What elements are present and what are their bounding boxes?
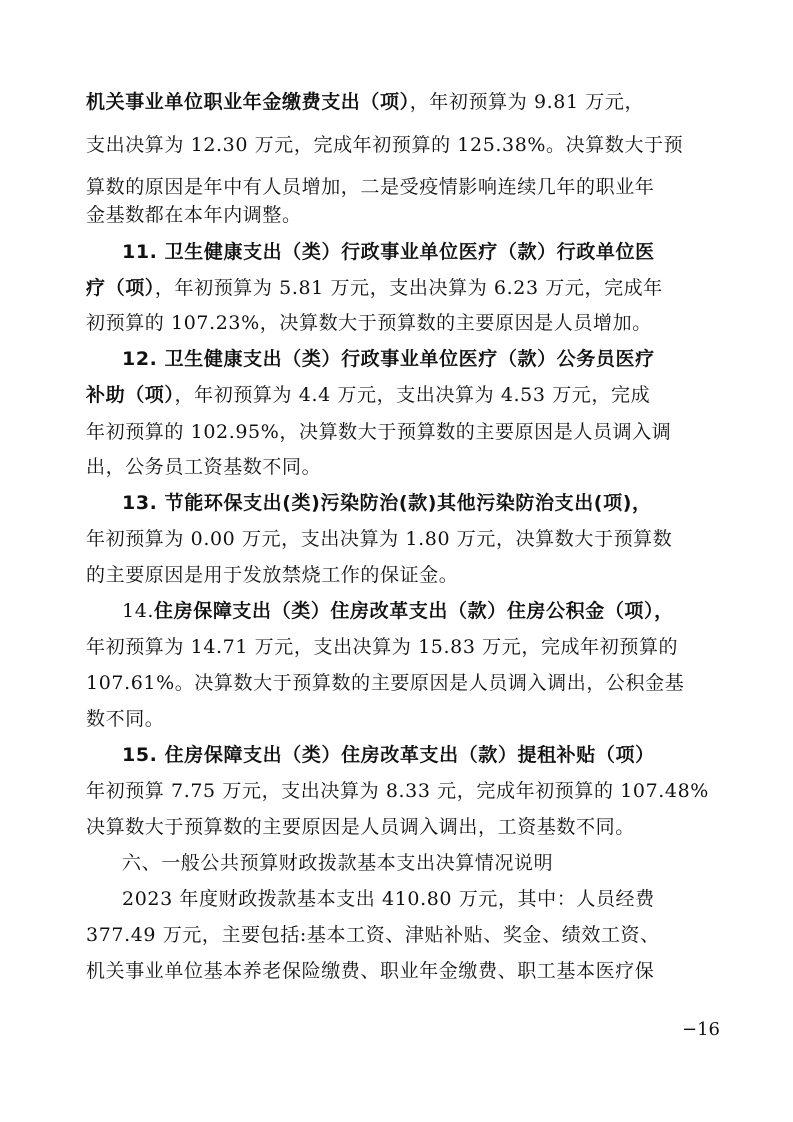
text-line-24 <box>86 920 706 950</box>
text-line-8 <box>122 344 706 374</box>
text-line-10 <box>86 417 706 447</box>
text-line-25 <box>86 956 706 986</box>
line-text: 数不同。 <box>86 708 165 730</box>
page-number: −16 <box>682 1019 720 1040</box>
line-text: 377.49 万元，主要包括:基本工资、津贴补贴、奖金、绩效工资、 <box>86 924 660 946</box>
line-text: 决算数大于预算数的主要原因是人员调入调出，工资基数不同。 <box>86 816 635 838</box>
text-line-11 <box>86 452 706 482</box>
line-text: 初预算的 107.23%，决算数大于预算数的主要原因是人员增加。 <box>86 312 652 334</box>
line-text: 机关事业单位基本养老保险缴费、职业年金缴费、职工基本医疗保 <box>86 960 655 982</box>
bold-heading: 住房保障支出（类）住房改革支出（款）住房公积金（项）， <box>154 600 674 622</box>
bold-heading: 疗（项） <box>86 277 155 299</box>
text-line-1 <box>86 87 706 117</box>
text-line-21 <box>86 812 706 842</box>
line-text: 年初预算为 14.71 万元，支出决算为 15.83 万元，完成年初预算的 <box>86 636 679 658</box>
text-line-18 <box>86 704 706 734</box>
line-text: 出，公务员工资基数不同。 <box>86 456 322 478</box>
text-line-12 <box>122 488 706 518</box>
line-text: 107.61%。决算数大于预算数的主要原因是人员调入调出，公积金基 <box>86 672 685 694</box>
text-line-7 <box>86 308 706 338</box>
bold-heading: 13. 节能环保支出(类)污染防治(款)其他污染防治支出(项)， <box>122 492 652 514</box>
line-text: 的主要原因是用于发放禁烧工作的保证金。 <box>86 564 459 586</box>
text-line-17 <box>86 668 706 698</box>
line-text: 六、一般公共预算财政拨款基本支出决算情况说明 <box>122 852 554 874</box>
line-prefix: 14. <box>122 600 155 622</box>
text-line-2 <box>86 130 706 160</box>
text-line-13 <box>86 524 706 554</box>
text-line-16 <box>86 632 706 662</box>
bold-heading: 12. 卫生健康支出（类）行政事业单位医疗（款）公务员医疗 <box>122 348 655 370</box>
section-heading <box>122 848 706 878</box>
bold-heading: 15. 住房保障支出（类）住房改革支出（款）提租补贴（项） <box>122 744 655 766</box>
text-line-6 <box>86 273 706 303</box>
text-line-4 <box>86 200 706 230</box>
text-line-9 <box>86 380 706 410</box>
line-text: 金基数都在本年内调整。 <box>86 204 302 226</box>
text-line-20 <box>86 776 709 806</box>
bold-heading: 补助（项） <box>86 384 175 406</box>
line-text: 年初预算的 102.95%，决算数大于预算数的主要原因是人员调入调 <box>86 421 672 443</box>
text-line-14 <box>86 560 706 590</box>
line-text: 算数的原因是年中有人员增加，二是受疫情影响连续几年的职业年 <box>86 176 655 198</box>
text-line-15 <box>122 596 706 626</box>
line-text: ，年初预算为 9.81 万元， <box>409 91 645 113</box>
line-text: 年初预算为 0.00 万元，支出决算为 1.80 万元，决算数大于预算数 <box>86 528 673 550</box>
line-text: ，年初预算为 5.81 万元，支出决算为 6.23 万元，完成年 <box>154 277 663 299</box>
text-line-5 <box>122 237 706 267</box>
line-text: 支出决算为 12.30 万元，完成年初预算的 125.38%。决算数大于预 <box>86 134 684 156</box>
line-text: 2023 年度财政拨款基本支出 410.80 万元，其中：人员经费 <box>122 888 655 910</box>
line-text: ，年初预算为 4.4 万元，支出决算为 4.53 万元，完成 <box>174 384 651 406</box>
text-line-3 <box>86 172 706 202</box>
text-line-23 <box>122 884 706 914</box>
bold-heading: 机关事业单位职业年金缴费支出（项） <box>86 91 410 113</box>
line-text: 年初预算 7.75 万元，支出决算为 8.33 元，完成年初预算的 107.48% <box>86 780 709 802</box>
text-line-19 <box>122 740 706 770</box>
bold-heading: 11. 卫生健康支出（类）行政事业单位医疗（款）行政单位医 <box>122 241 655 263</box>
